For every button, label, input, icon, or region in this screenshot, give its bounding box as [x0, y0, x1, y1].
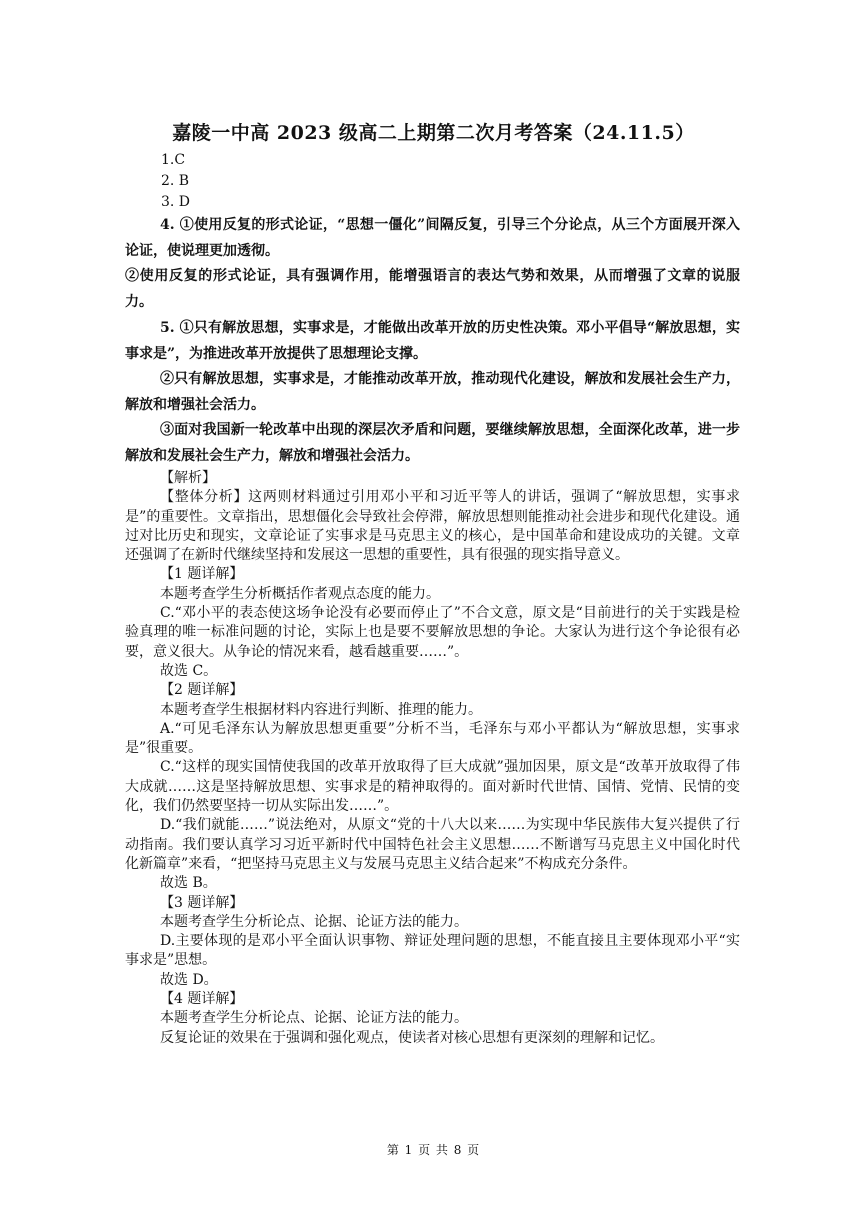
q1-skill: 本题考查学生分析概括作者观点态度的能力。	[160, 585, 440, 602]
q3-option-d: D.主要体现的是邓小平全面认识事物、辩证处理问题的思想，不能直接且主要体现邓小平“实事求是”思想。	[125, 933, 740, 969]
q4-skill: 本题考查学生分析论点、论据、论证方法的能力。	[160, 1010, 468, 1027]
q1-heading: 【1 题详解】	[160, 566, 244, 583]
q1-option-c: C.“邓小平的表态使这场争论没有必要而停止了”不合文意，原文是“目前进行的关于实践是检验真理的唯一标准问题的讨论，实际上也是要不要解放思想的争论。大家认为进行这个争论很有必要，意义很大。从争论的情况来看，越看越重要……”。	[125, 605, 740, 660]
answer-5-point-2: ②只有解放思想，实事求是，才能推动改革开放，推动现代化建设，解放和发展社会生产力，解放和增强社会活力。	[125, 371, 740, 413]
q1-conclusion: 故选 C。	[160, 662, 218, 679]
q2-option-c: C.“这样的现实国情使我国的改革开放取得了巨大成就”强加因果，原文是“改革开放取得了伟大成就……这是坚持解放思想、实事求是的精神取得的。面对新时代世情、国情、党情、民情的变化，我们仍然要坚持一切从实际出发……”。	[125, 759, 740, 815]
q4-heading: 【4 题详解】	[160, 991, 244, 1008]
answer-3: 3. D	[161, 194, 191, 210]
q2-skill: 本题考查学生根据材料内容进行判断、推理的能力。	[160, 701, 482, 718]
page-title: 嘉陵一中高 2023 级高二上期第二次月考答案（24.11.5）	[172, 122, 695, 144]
q4-effect: 反复论证的效果在于强调和强化观点，使读者对核心思想有更深刻的理解和记忆。	[160, 1029, 664, 1046]
q2-option-d: D.“我们就能……”说法绝对，从原文“党的十八大以来……为实现中华民族伟大复兴提供了行动指南。我们要认真学习习近平新时代中国特色社会主义思想……不断谱写马克思主义中国化时代化新篇章”来看，“把坚持马克思主义与发展马克思主义结合起来”不构成充分条件。	[125, 817, 740, 872]
overall-analysis: 【整体分析】这两则材料通过引用邓小平和习近平等人的讲话，强调了“解放思想，实事求是”的重要性。文章指出，思想僵化会导致社会停滞，解放思想则能推动社会进步和现代化建设。通过对比历史和现实，文章论证了实事求是马克思主义的核心，是中国革命和建设成功的关键。文章还强调了在新时代继续坚持和发展这一思想的重要性，具有很强的现实指导意义。	[125, 489, 740, 564]
answer-2: 2. B	[161, 173, 190, 189]
answer-4-point-2: ②使用反复的形式论证，具有强调作用，能增强语言的表达气势和效果，从而增强了文章的说服力。	[125, 268, 740, 310]
q2-heading: 【2 题详解】	[160, 682, 244, 699]
answer-5-point-3: ③面对我国新一轮改革中出现的深层次矛盾和问题，要继续解放思想，全面深化改革，进一步解放和发展社会生产力，解放和增强社会活力。	[125, 422, 740, 464]
answer-4-point-1: 4. ①使用反复的形式论证，“思想一僵化”间隔反复，引导三个分论点，从三个方面展开深入论证，使说理更加透彻。	[125, 217, 740, 259]
q3-conclusion: 故选 D。	[160, 971, 218, 988]
q2-option-a: A.“可见毛泽东认为解放思想更重要”分析不当，毛泽东与邓小平都认为“解放思想，实事求是”很重要。	[125, 720, 740, 757]
analysis-heading: 【解析】	[160, 470, 216, 486]
q3-skill: 本题考查学生分析论点、论据、论证方法的能力。	[160, 913, 468, 930]
page-footer: 第 1 页 共 8 页	[386, 1143, 481, 1157]
q3-heading: 【3 题详解】	[160, 894, 244, 911]
answer-5-point-1: 5. ①只有解放思想，实事求是，才能做出改革开放的历史性决策。邓小平倡导“解放思想，实事求是”，为推进改革开放提供了思想理论支撑。	[125, 320, 740, 362]
q2-conclusion: 故选 B。	[160, 875, 217, 892]
answer-body	[125, 150, 740, 1048]
answer-1: 1.C	[161, 152, 186, 168]
